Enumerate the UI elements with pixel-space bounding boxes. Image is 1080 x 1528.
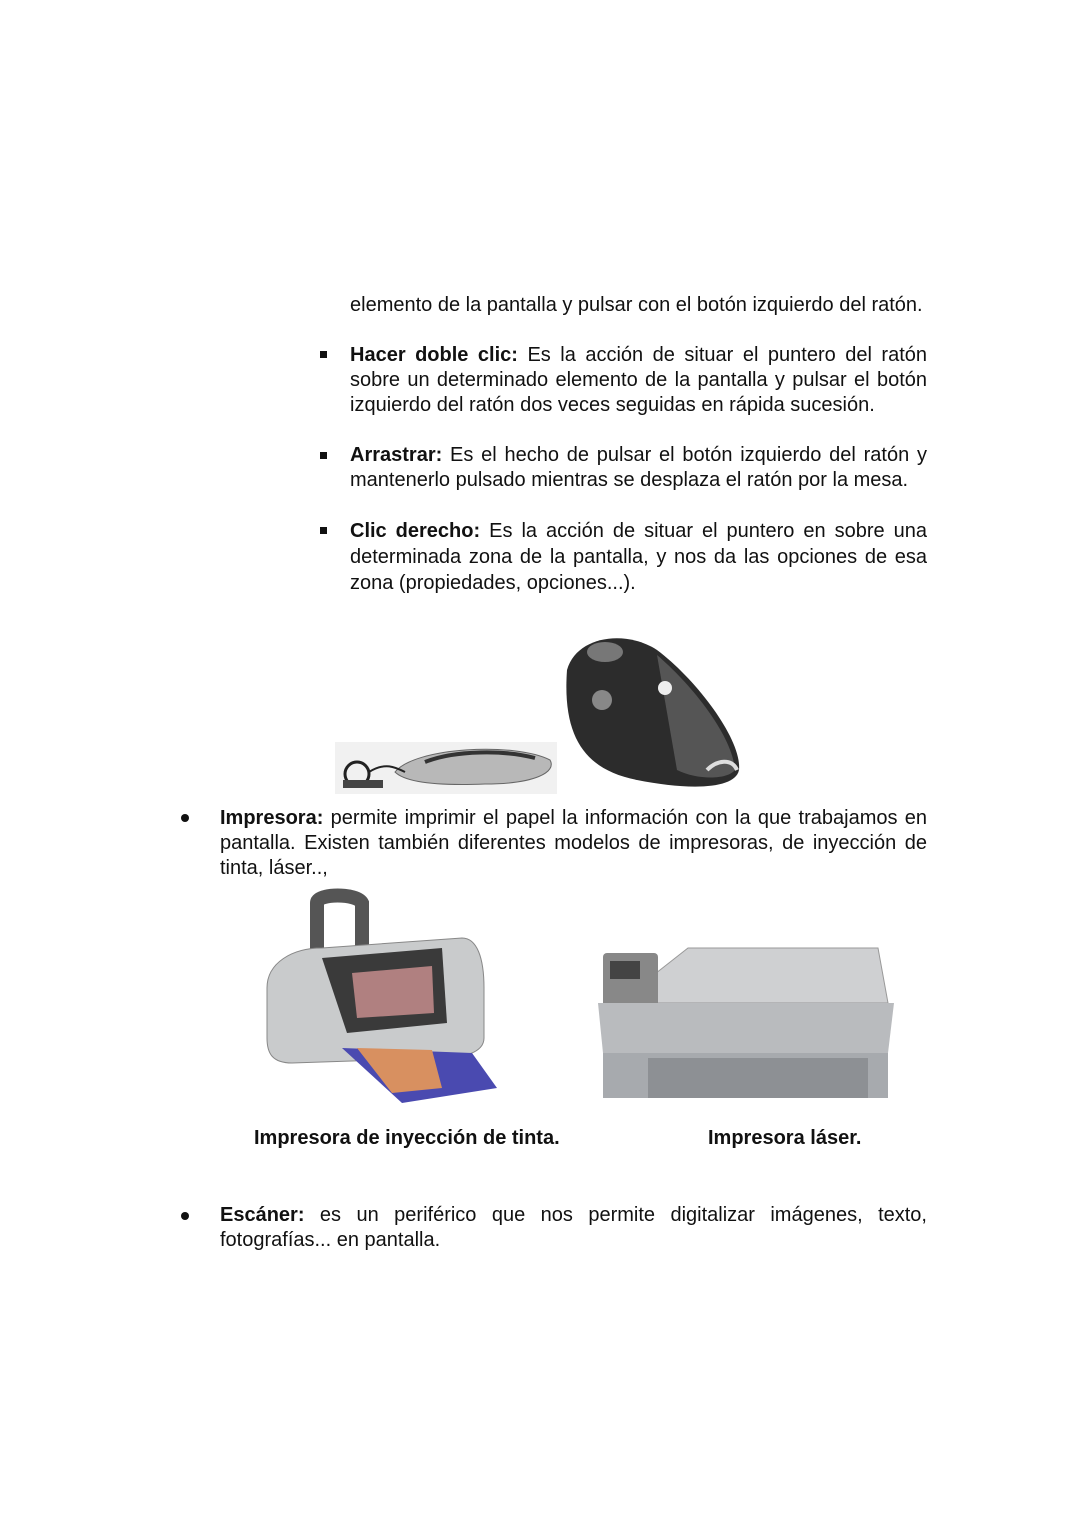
- term: Escáner:: [220, 1204, 305, 1226]
- scanner-paragraph: [220, 1203, 927, 1253]
- term: Impresora:: [220, 807, 324, 829]
- bullet-icon: [181, 1212, 189, 1220]
- definition: es un periférico que nos permite digitalizar imágenes, texto, fotografías... en pantalla.: [220, 1204, 927, 1251]
- square-bullet-icon: [320, 452, 327, 459]
- inkjet-caption: Impresora de inyección de tinta.: [254, 1127, 560, 1149]
- term: Arrastrar:: [350, 444, 443, 466]
- paragraph-text: elemento de la pantalla y pulsar con el botón izquierdo del ratón.: [350, 294, 923, 316]
- square-bullet-icon: [320, 351, 327, 358]
- printer-paragraph: [220, 806, 927, 881]
- list-item-right-click: [350, 518, 927, 596]
- laser-printer-image: [598, 943, 894, 1103]
- continuation-paragraph: [350, 293, 927, 318]
- definition: Es el hecho de pulsar el botón izquierdo del ratón y mantenerlo pulsado mientras se desplaza el ratón por la mesa.: [350, 444, 927, 491]
- list-item-drag: [350, 443, 927, 493]
- definition: permite imprimir el papel la información con la que trabajamos en pantalla. Existen también diferentes modelos de impresoras, de inyección de tinta, láser..,: [220, 807, 927, 879]
- list-item-double-click: [350, 343, 927, 418]
- definition: Es la acción de situar el puntero en sobre una determinada zona de la pantalla, y nos da las opciones de esa zona (propiedades, opciones...).: [350, 520, 927, 594]
- logitech-mouse-image: [557, 630, 747, 792]
- square-bullet-icon: [320, 527, 327, 534]
- bullet-icon: [181, 814, 189, 822]
- term: Hacer doble clic:: [350, 344, 518, 366]
- laser-caption: Impresora láser.: [708, 1127, 862, 1149]
- term: Clic derecho:: [350, 520, 481, 542]
- inkjet-printer-image: [262, 888, 502, 1110]
- definition: Es la acción de situar el puntero del ratón sobre un determinado elemento de la pantalla y pulsar el botón izquierdo del ratón dos veces seguidas en rápida sucesión.: [350, 344, 927, 416]
- retractable-mouse-image: [335, 742, 557, 794]
